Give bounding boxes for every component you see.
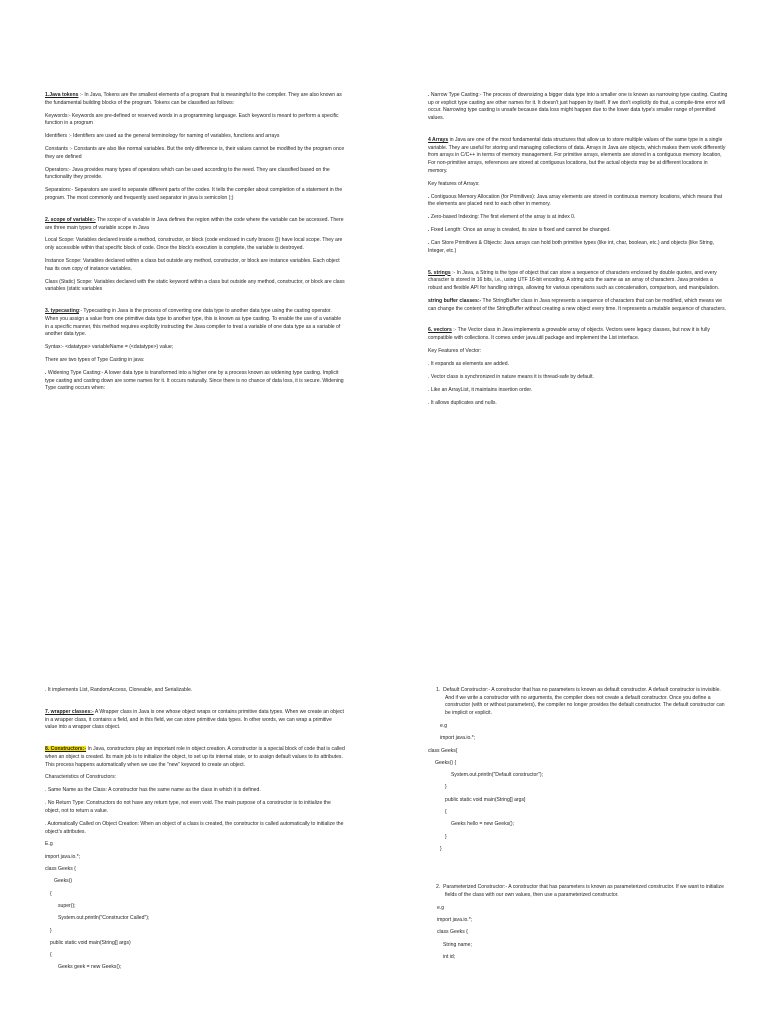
arrays-features-title: Key features of Arrays: [428,180,480,187]
vector-feature-3: . Like an ArrayList, it maintains insertion order. [428,386,533,393]
code-line: public static void main(String[] args] [445,796,526,803]
code-line: super(); [58,902,76,909]
code-line: int id; [443,954,456,961]
string-buffer-paragraph: string buffer classes:- The StringBuffer class in Java represents a sequence of characters that can be modified, which means we can change the content of the StringBuffer without creating a new object every time. It represents a mutable sequence of characters. [428,297,727,312]
keywords-paragraph: Keywords:- Keywords are pre-defined or reserved words in a programming language. Each keyword is meant to perform a specific function in a program [45,112,339,127]
vector-feature-4: . It allows duplicates and nulls. [428,399,497,406]
characteristic-1: . Same Name as the Class: A constructor has the same name as the class in which it is defined. [45,787,261,794]
two-types-paragraph: There are two types of Type Casting in java: [45,357,145,364]
constructors-heading: 8. Constructors:- [45,746,87,753]
code-line: } [445,784,447,791]
code-line: { [445,809,447,816]
vector-feature-1: . It expands as elements are added. [428,360,509,367]
string-buffer-heading: string buffer classes:- [428,297,482,304]
code-line: e.g [437,904,445,911]
implements-paragraph: . It implements List, RandomAccess, Cloneable, and Serializable. [45,687,193,693]
vector-features-title: Key Features of Vector: [428,348,482,355]
document-page-2 [0,512,768,1024]
code-line: class Geeks{ [428,747,458,754]
code-line: } [440,845,442,852]
syntax-paragraph: Syntax:- <datatype> variableName = (<datatype>) value; [45,344,174,351]
code-line: System.out.println("Constructor Called"); [58,915,150,922]
arrays-feature-1: . Contiguous Memory Allocation (for Primitives): Java array elements are stored in continuous memory locations, which means that the elements are placed next to each other in memory. [428,193,723,208]
page1-left-column [45,92,345,398]
code-line: Geeks() { [435,759,457,766]
wrapper-classes-heading: 7. wrapper classes:- [45,708,94,715]
characteristic-3: . Automatically Called on Object Creation: When an object of a class is created, the constructor is called automatically to initialize the object's attributes. [45,820,344,835]
code-line: System.out.println("Default constructor"); [451,772,543,779]
code-line: class Geeks { [437,929,468,936]
instance-scope-paragraph: Instance Scope: Variables declared within a class but outside any method, constructor, or block are instance variables. Each object has its own copy of instance variables. [45,258,340,272]
characteristics-title: Characteristics of Constructors: [45,774,117,781]
default-constructor-code [428,723,728,854]
code-line: e.g [440,723,448,729]
page2-left-column [45,687,345,977]
code-line: String name; [443,941,472,948]
code-line: class Geeks { [45,866,76,873]
strings-heading: 5. strings [428,269,451,276]
arrays-feature-4: . Can Store Primitives & Objects: Java arrays can hold both primitive types (like int, char, boolean, etc.) and objects (like String, Integer, etc.) [428,239,714,254]
scope-of-variable-paragraph: 2. scope of variable:- The scope of a variable in Java defines the region within the code where the variable can be accessed. There are three main types of variable scope in Java [45,216,344,231]
characteristic-2: . No Return Type: Constructors do not have any return type, not even void. The main purpose of a constructor is to initialize the object, not to return a value. [45,800,331,814]
arrays-feature-2: . Zero-based Indexing: The first element of the array is at index 0. [428,214,576,221]
page1-right-column [428,92,728,413]
code-line: import java.io.*; [45,853,81,860]
vectors-paragraph: 6. vectors :- The Vector class in Java implements a growable array of objects. Vectors were legacy classes, but now it is fully compatible with collections. It comes under java.util package and implement the List interface. [428,327,710,342]
code-line: Geeks hello = new Geeks(); [451,821,514,828]
code-line: Geeks geek = new Geeks(); [58,964,122,971]
code-line: { [50,952,52,959]
operators-paragraph: Operators:- Java provides many types of operators which can be used according to the need. They are classified based on the functionality they provide. [45,166,330,181]
wrapper-classes-paragraph: 7. wrapper classes:- A Wrapper class in Java is one whose object wraps or contains primitive data types. When we create an object in a wrapper class, it contains a field, and in this field, we can store primitive data types. In other words, we can wrap a primitive value into a wrapper class object. [45,708,344,731]
vector-feature-2: . Vector class is synchronized in nature means it is thread-safe by default. [428,373,594,380]
separators-paragraph: Separators:- Separators are used to separate different parts of the codes. It tells the compiler about completion of a statement in the program. The most commonly and frequently used separator in java is semicolon (;) [45,187,343,201]
typecasting-heading: 3. typecasting [45,308,79,315]
code-line: { [50,890,52,897]
arrays-feature-3: . Fixed Length: Once an array is created, its size is fixed and cannot be changed. [428,227,611,234]
identifiers-paragraph: Identifiers :- Identifiers are used as the general terminology for naming of variables, functions and arrays [45,133,280,140]
java-tokens-heading: 1.Java tokens [45,92,79,98]
strings-paragraph: 5. strings :- In Java, a String is the type of object that can store a sequence of characters enclosed by double quotes, and every character is stored in 16 bits, i.e., using UTF 16-bit encoding. A string acts the same as an array of characters. Java provides a robust and flexible API for handling strings, allowing for various operations such as concatenation, comparison, and manipulation. [428,269,720,291]
parameterized-constructor-item: 2. Parameterized Constructor:- A constructor that has parameters is known as parameterized constructor. If we want to initialize fields of the class with our own values, then use a parameterized constructor. [436,884,724,898]
class-scope-paragraph: Class (Static) Scope: Variables declared with the static keyword within a class but outside any method, constructor, or block are class variables (static variables [45,278,345,293]
java-tokens-paragraph: 1.Java tokens :- In Java, Tokens are the smallest elements of a program that is meaningful to the compiler. They are also known as the fundamental building blocks of the program. Tokens can be classified as follows: [45,92,342,106]
typecasting-paragraph: 3. typecasting:- Typecasting in Java is the process of converting one data type to another data type using the casting operator. When you assign a value from one primitive data type to another type, this is known as type casting. To enable the use of a variable in a specific manner, this method requires explicitly instructing the Java compiler to treat a variable of one data type as a variable of another data type. [45,308,342,338]
constructors-paragraph: 8. Constructors:- In Java, constructors play an important role in object creation. A constructor is a special block of code that is called when an object is created. Its main job is to initialize the object, to set up its internal state, or to assign default values to its attributes. This process happens automatically when we use the "new" keyword to create an object. [45,746,345,768]
scope-of-variable-heading: 2. scope of variable:- [45,216,96,223]
arrays-paragraph: 4 Arrays in Java are one of the most fundamental data structures that allow us to store multiple values of the same type in a single variable. They are useful for storing and managing collections of data. Arrays in Java are objects, which makes them work differently from arrays in C/C++ in terms of memory management. For primitive arrays, elements are stored in a contiguous memory location, For non-primitive arrays, references are stored at contiguous locations, but the actual objects may be at different locations in memory. [428,137,726,174]
code-line: } [445,833,447,840]
code-line: Geeks() [54,878,73,885]
page2-right-column [428,687,728,966]
narrow-casting-paragraph: . Narrow Type Casting:- The process of downsizing a bigger data type into a smaller one is known as narrowing type casting. Casting up or explicit type casting are other names for it. It doesn't just happen by itself. If we don't explicitly do that, a compile-time error will occur. Narrowing type casting is unsafe because data loss might happen due to the lower data type's smaller range of permitted values. [428,92,728,122]
constants-paragraph: Constants :- Constants are also like normal variables. But the only difference is, their values cannot be modified by the program once they are defined [45,146,345,160]
default-constructor-item: 1. Default Constructor:- A constructor that has no parameters is known as default constructor. A default constructor is invisible. And if we write a constructor with no arguments, the compiler does not create a default constructor. Once you define a constructor (with or without parameters), the compiler no longer provides the default constructor. The default constructor can be implicit or explicit. [436,687,725,717]
code-line: } [50,927,52,934]
vectors-heading: 6. vectors [428,327,452,334]
constructor-code-example [45,841,345,972]
arrays-heading: 4 Arrays [428,137,449,143]
code-line: E.g [45,841,53,848]
local-scope-paragraph: Local Scope: Variables declared inside a method, constructor, or block (code enclosed in curly braces {}) have local scope. They are only accessible within that specific block of code. Once the block's execution is complete, the variable is destroyed. [45,237,343,252]
code-line: public static void main(String[] args) [50,939,131,946]
code-line: import java.io.*; [437,917,473,924]
widening-paragraph: . Widening Type Casting:- A lower data type is transformed into a higher one by a process known as widening type casting. Implicit type casting and casting down are some names for it. It occurs naturally. Since there is no chance of data loss, it is secure. Widening Type casting occurs when: [45,370,344,392]
code-line: import java.io.*; [440,735,476,742]
parameterized-constructor-code [428,905,728,962]
